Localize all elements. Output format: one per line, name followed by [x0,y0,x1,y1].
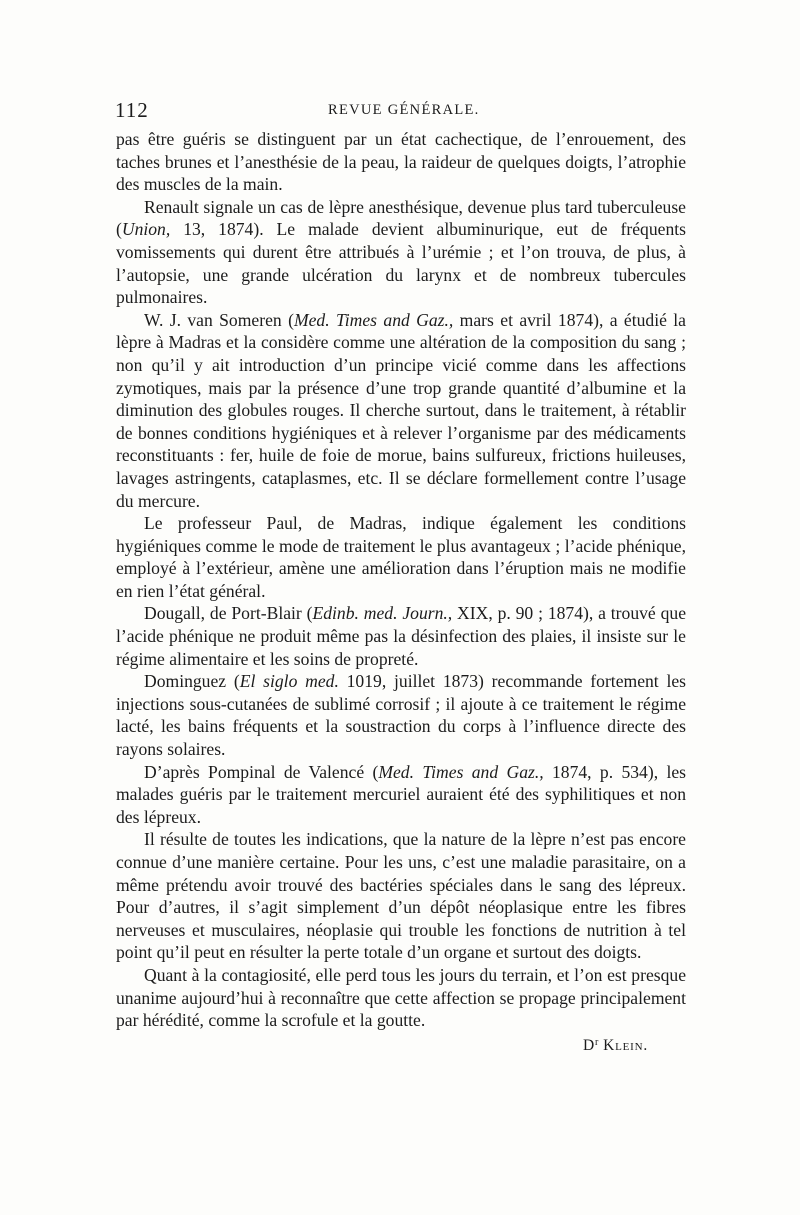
paragraph-text: Il résulte de toutes les indications, que la nature de la lèpre n’est pas encore connue d’une manière certaine. Pour les uns, c’est une maladie parasitaire, on a même prétendu avoir trouvé des bactéries spéciales dans le sang des lépreux. Pour d’autres, il s’agit simplement d’un dépôt néoplasique entre les fibres nerveuses et musculaires, néoplasie qui trouble les fonctions de nutrition à tel point qu’il peut en résulter la perte totale d’un organe et surtout des doigts. [116,829,686,963]
paragraph [116,602,686,670]
paragraph-text: Le professeur Paul, de Madras, indique également les conditions hygiéniques comme le mode de traitement le plus avantageux ; l’acide phénique, employé à l’extérieur, amène une amélioration dans l’éruption mais ne modifie en rien l’état général. [116,513,686,601]
page-number: 112 [115,98,149,122]
paragraph-text: Renault signale un cas de lèpre anesthésique, devenue plus tard tuberculeuse ( [116,196,686,240]
signature-name: Klein. [603,1036,648,1054]
running-head [115,96,685,126]
paragraph [116,309,686,512]
citation-text: Edinb. med. Journ., [312,603,453,624]
paragraph-text: Dominguez ( [144,671,240,692]
paragraph-text: 1874, p. 534), les malades guéris par le traitement mercuriel auraient été des syphilitiques et non des lépreux. [116,761,686,827]
paragraph [116,196,686,309]
paragraph-text: XIX, p. 90 ; 1874), a trouvé que l’acide phénique ne produit même pas la désinfection des plaies, il insiste sur le régime alimentaire et les soins de propreté. [116,603,686,669]
paragraph [116,964,686,1032]
paragraph-text: 13, 1874). Le malade devient albuminurique, eut de fréquents vomissements qui durent être attribués à l’urémie ; et l’on trouva, de plus, à l’autopsie, une grande ulcération du larynx et de nombreux tubercules pulmonaires. [116,219,686,308]
paragraph-text: D’après Pompinal de Valencé ( [144,761,379,782]
running-title: REVUE GÉNÉRALE. [328,102,480,118]
paragraph [116,761,686,829]
paragraph [116,828,686,964]
citation-text: Med. Times and Gaz., [293,309,454,330]
signature-prefix: D [583,1036,596,1054]
paragraph [116,512,686,602]
paragraph-text: mars et avril 1874), a étudié la lèpre à Madras et la considère comme une altération de la composition du sang ; non qu’il y ait introduction d’un principe vicié comme dans les affections zymotiques, mais par la présence d’une trop grande quantité d’albumine et la diminution des globules rouges. Il cherche surtout, dans le traitement, à rétablir de bonnes conditions hygiéniques et à relever l’organisme par des médicaments reconstituants : fer, huile de foie de morue, bains sulfureux, frictions huileuses, lavages astringents, cataplasmes, etc. Il se déclare formellement contre l’usage du mercure. [116,309,686,511]
article-body [116,128,686,1057]
paragraph [116,128,686,196]
paragraph-text: 1019, juillet 1873) recommande fortement les injections sous-cutanées de sublimé corrosif ; il ajoute à ce traitement le régime lacté, les bains fréquents et la soustraction du corps à l’influence directe des rayons solaires. [116,671,687,760]
citation-text: Union, [121,219,171,240]
citation-text: El siglo med. [239,671,339,692]
paragraph-text: pas être guéris se distinguent par un état cachectique, de l’enrouement, des taches brunes et l’anesthésie de la peau, la raideur de quelques doigts, l’atrophie des muscles de la main. [116,129,686,195]
author-signature [116,1032,686,1058]
paragraph-text: Dougall, de Port-Blair ( [144,603,313,624]
paragraph [116,670,686,760]
signature-superscript: r [595,1036,599,1048]
paragraph-text: Quant à la contagiosité, elle perd tous les jours du terrain, et l’on est presque unanime aujourd’hui à reconnaître que cette affection se propage principalement par hérédité, comme la scrofule et la goutte. [116,964,686,1031]
paragraph-text: W. J. van Someren ( [144,309,294,330]
citation-text: Med. Times and Gaz., [378,761,544,782]
